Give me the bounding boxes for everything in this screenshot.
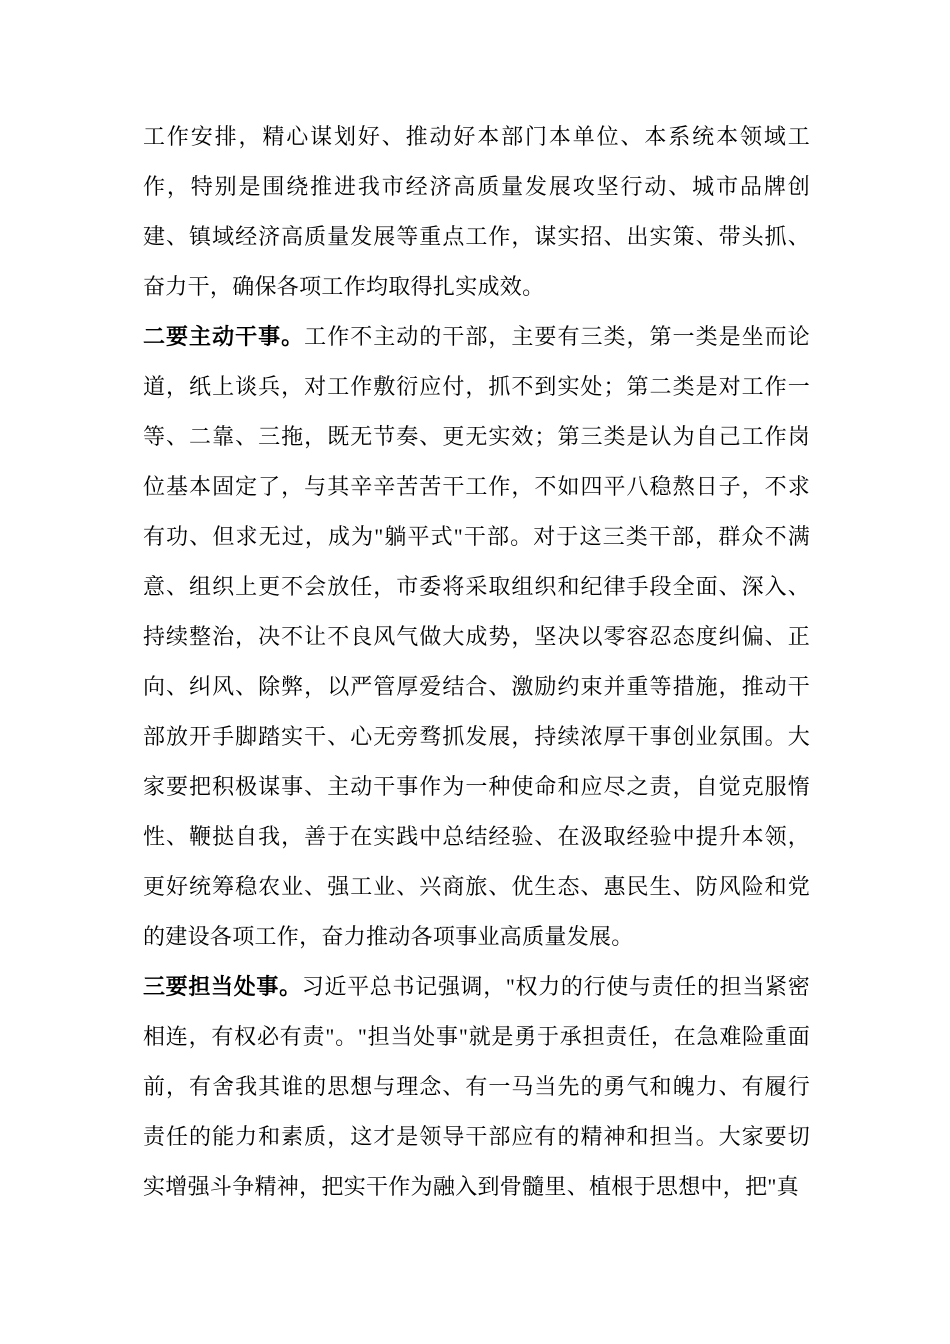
paragraph-second-point-body: 工作不主动的干部，主要有三类，第一类是坐而论道，纸上谈兵，对工作敷衍应付，抓不到实处；第二类是对工作一等、二靠、三拖，既无节奏、更无实效；第三类是认为自己工作岗位基本固定了，与其辛辛苦苦干工作，不如四平八稳熬日子，不求有功、但求无过，成为"躺平式"干部。对于这三类干部，群众不满意、组织上更不会放任，市委将采取组织和纪律手段全面、深入、持续整治，决不让不良风气做大成势，坚决以零容忍态度纠偏、正向、纠风、除弊，以严管厚爱结合、激励约束并重等措施，推动干部放开手脚踏实干、心无旁骛抓发展，持续浓厚干事创业氛围。大家要把积极谋事、主动干事作为一种使命和应尽之责，自觉克服惰性、鞭挞自我，善于在实践中总结经验、在汲取经验中提升本领，更好统筹稳农业、强工业、兴商旅、优生态、惠民生、防风险和党的建设各项工作，奋力推动各项事业高质量发展。 <box>143 324 810 949</box>
paragraph-continuation-body: 工作安排，精心谋划好、推动好本部门本单位、本系统本领域工作，特别是围绕推进我市经济高质量发展攻坚行动、城市品牌创建、镇域经济高质量发展等重点工作，谋实招、出实策、带头抓、奋力干，确保各项工作均取得扎实成效。 <box>143 124 810 299</box>
paragraph-second-point-lead: 二要主动干事。 <box>143 324 305 349</box>
paragraph-third-point <box>143 962 810 1212</box>
paragraph-third-point-lead: 三要担当处事。 <box>143 974 302 999</box>
paragraph-second-point <box>143 312 810 962</box>
paragraph-continuation <box>143 112 810 312</box>
paragraph-third-point-body: 习近平总书记强调，"权力的行使与责任的担当紧密相连，有权必有责"。"担当处事"就是勇于承担责任，在急难险重面前，有舍我其谁的思想与理念、有一马当先的勇气和魄力、有履行责任的能力和素质，这才是领导干部应有的精神和担当。大家要切实增强斗争精神，把实干作为融入到骨髓里、植根于思想中，把"真 <box>143 974 810 1199</box>
